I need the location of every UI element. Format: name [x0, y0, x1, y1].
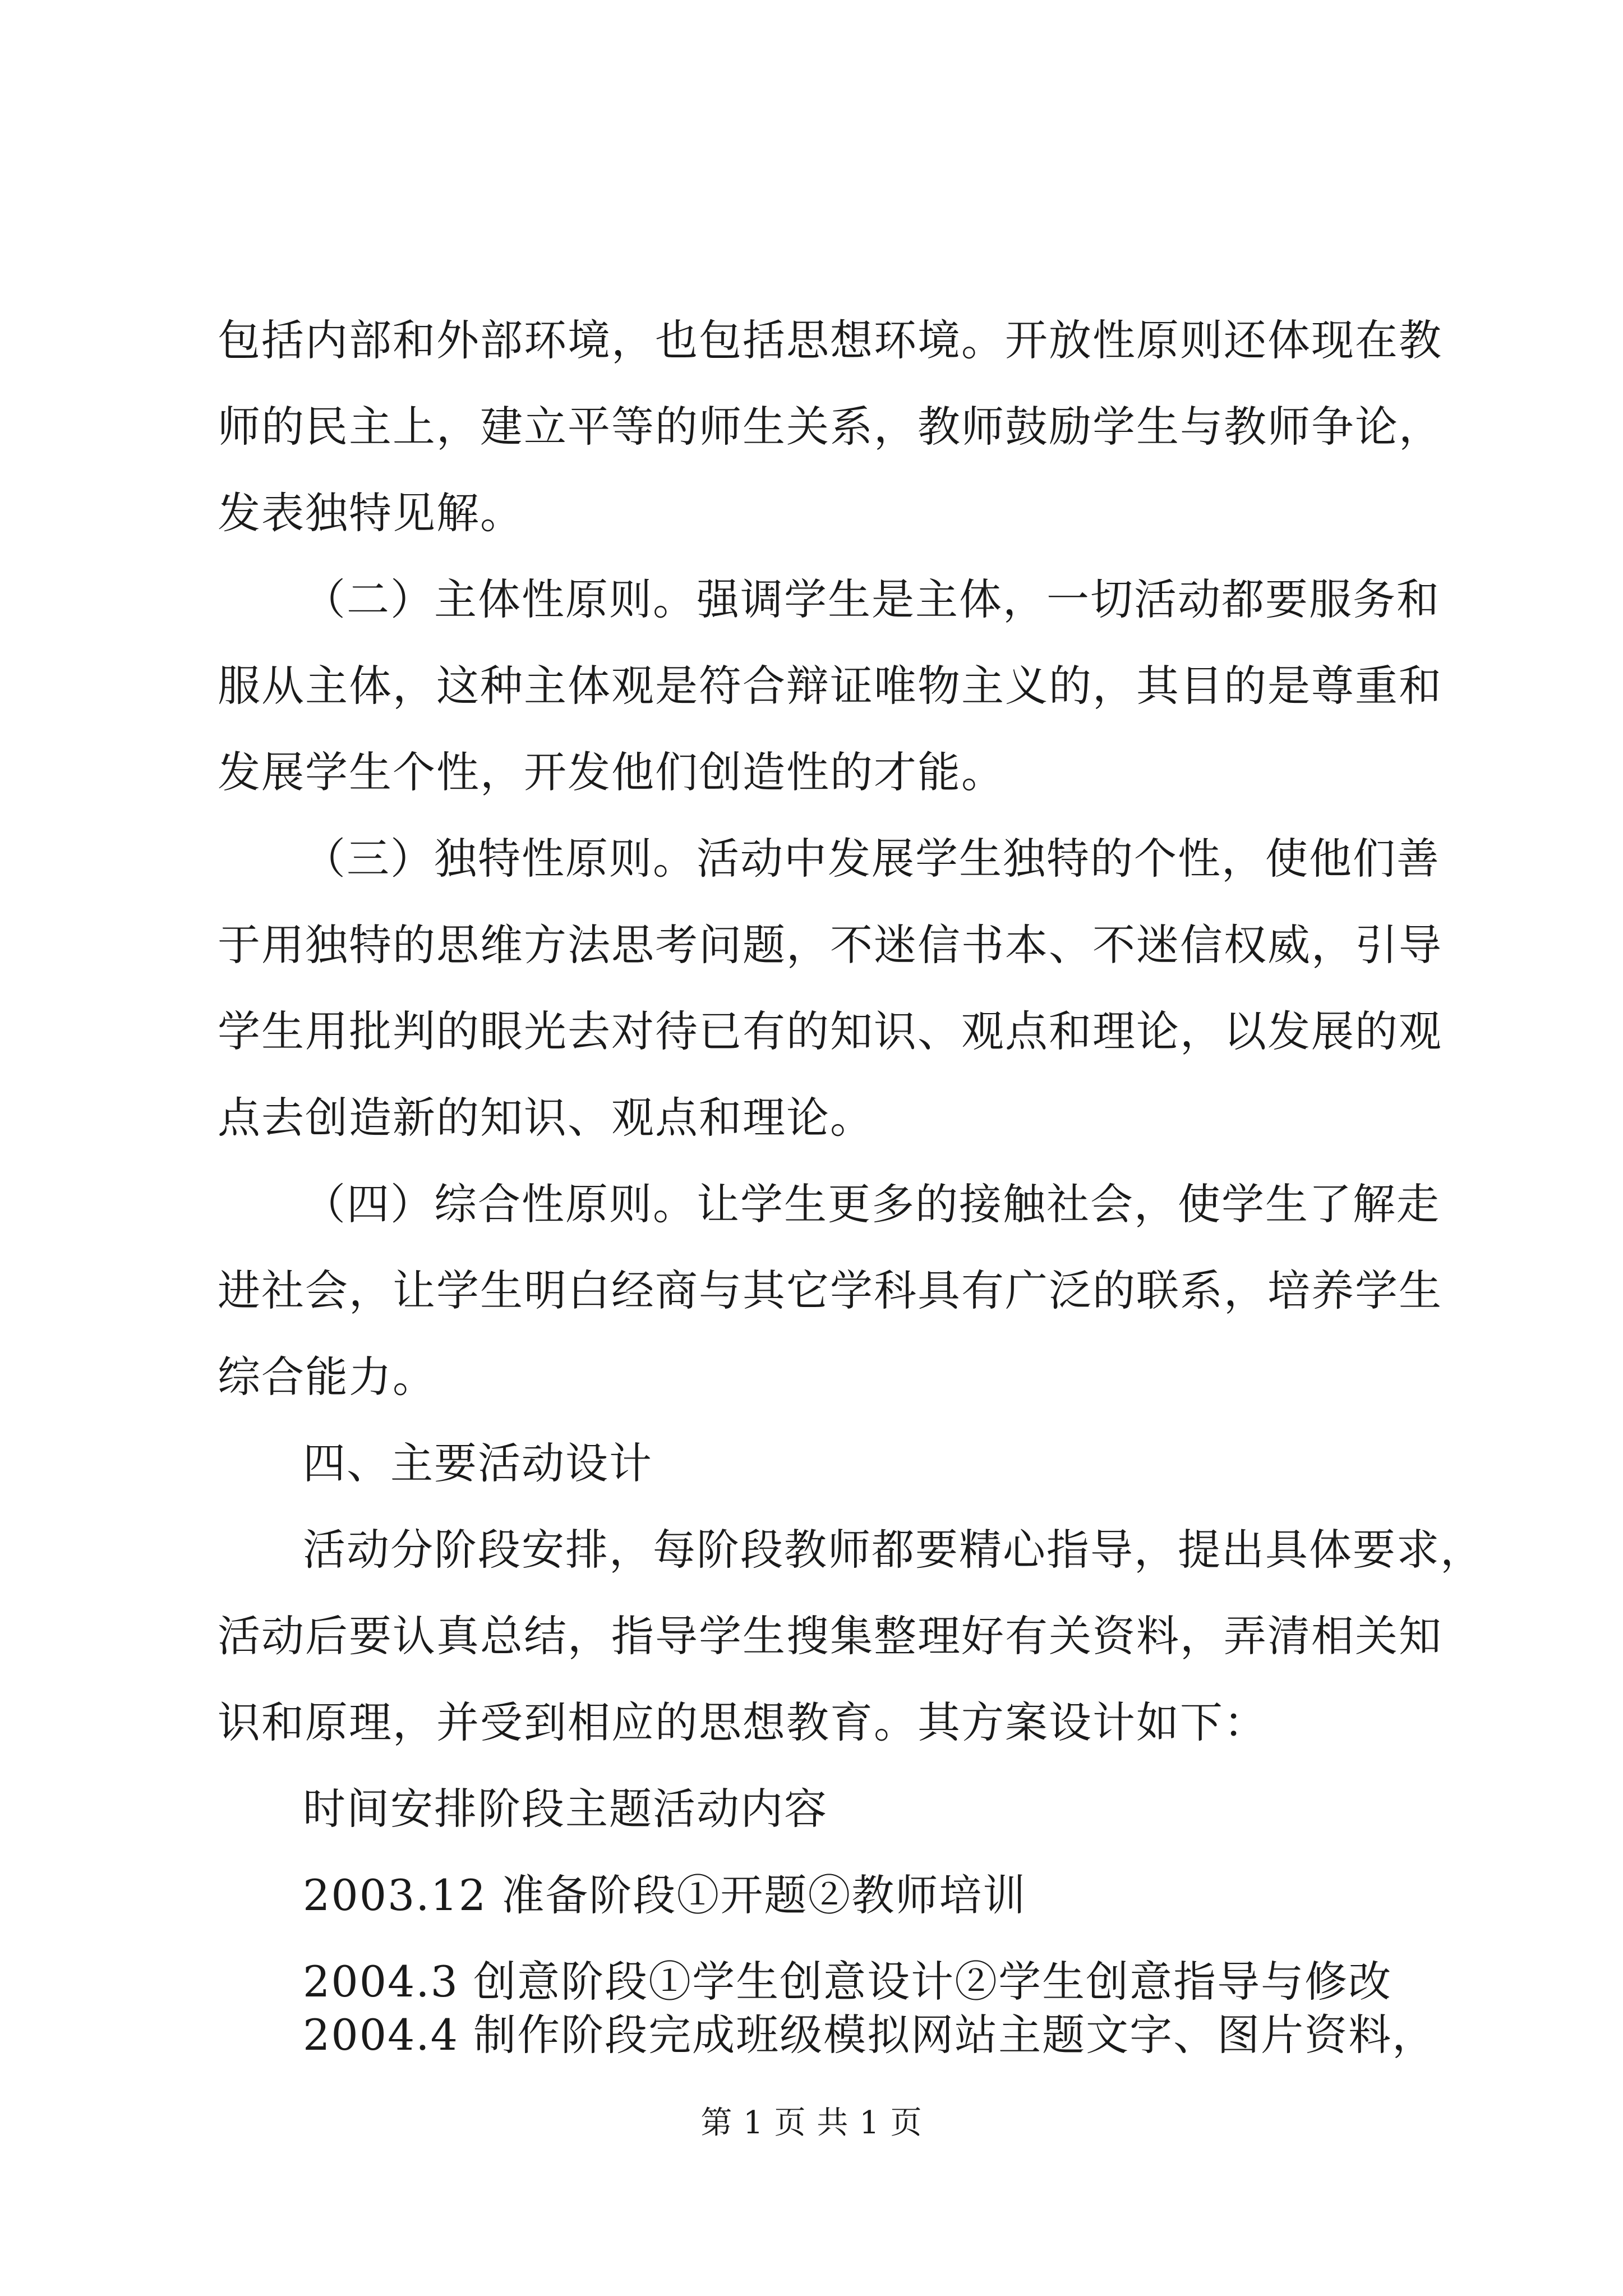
schedule-header-line: 时间安排阶段主题活动内容	[303, 1784, 828, 1834]
text-line: 活动后要认真总结，指导学生搜集整理好有关资料，弄清相关知	[218, 1611, 1442, 1661]
paragraph-start-line: （四）综合性原则。让学生更多的接触社会，使学生了解走	[303, 1179, 1440, 1229]
paragraph-start-line: （二）主体性原则。强调学生是主体，一切活动都要服务和	[303, 574, 1440, 624]
text-line: 于用独特的思维方法思考问题，不迷信书本、不迷信权威，引导	[218, 920, 1442, 970]
text-line: 识和原理，并受到相应的思想教育。其方案设计如下：	[218, 1697, 1267, 1747]
schedule-line: 2004.4 制作阶段完成班级模拟网站主题文字、图片资料，	[303, 2010, 1436, 2060]
paragraph-start-line: （三）独特性原则。活动中发展学生独特的个性，使他们善	[303, 834, 1440, 884]
paragraph-start-line: 活动分阶段安排，每阶段教师都要精心指导，提出具体要求，	[303, 1525, 1484, 1575]
text-line: 综合能力。	[218, 1352, 436, 1402]
text-line: 点去创造新的知识、观点和理论。	[218, 1093, 874, 1143]
page-footer: 第 1 页 共 1 页	[700, 2105, 923, 2141]
schedule-line: 2003.12 准备阶段①开题②教师培训	[303, 1870, 1027, 1920]
text-line: 发展学生个性，开发他们创造性的才能。	[218, 747, 1005, 797]
text-line: 包括内部和外部环境，也包括思想环境。开放性原则还体现在教	[218, 315, 1442, 365]
schedule-line: 2004.3 创意阶段①学生创意设计②学生创意指导与修改	[303, 1957, 1393, 2007]
text-line: 师的民主上，建立平等的师生关系，教师鼓励学生与教师争论，	[218, 402, 1442, 452]
section-heading: 四、主要活动设计	[303, 1438, 653, 1488]
text-line: 学生用批判的眼光去对待已有的知识、观点和理论，以发展的观	[218, 1006, 1442, 1056]
text-line: 进社会，让学生明白经商与其它学科具有广泛的联系，培养学生	[218, 1266, 1442, 1315]
text-line: 发表独特见解。	[218, 488, 524, 538]
text-line: 服从主体，这种主体观是符合辩证唯物主义的，其目的是尊重和	[218, 661, 1442, 711]
